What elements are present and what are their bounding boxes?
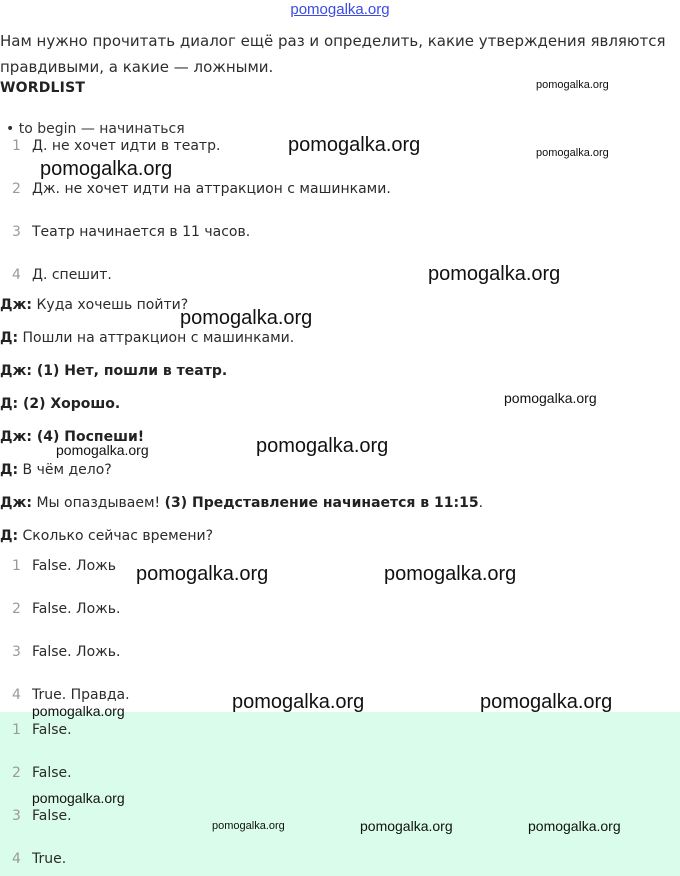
line-text-bold: (4) Поспеши! [32, 429, 145, 445]
watermark-text: pomogalka.org [536, 79, 609, 91]
item-number: 2 [12, 601, 21, 617]
item-number: 3 [12, 224, 21, 240]
item-number: 1 [12, 722, 21, 738]
line-text: Пошли на аттракцион с машинками. [18, 330, 295, 346]
speaker-colon: : [26, 429, 33, 445]
dialogue-line [0, 462, 112, 478]
speaker: Дж [0, 495, 27, 511]
dialogue-line [0, 528, 213, 544]
speaker: Дж [0, 363, 27, 379]
watermark-text: pomogalka.org [504, 390, 597, 406]
watermark-text: pomogalka.org [360, 818, 453, 834]
line-text: Куда хочешь пойти? [32, 297, 189, 313]
watermark-text: pomogalka.org [428, 263, 561, 285]
line-text: Сколько сейчас времени? [18, 528, 214, 544]
item-text: Д. спешит. [32, 267, 112, 283]
watermark-text: pomogalka.org [256, 435, 389, 457]
item-number: 2 [12, 765, 21, 781]
item-text: False. Ложь. [32, 644, 121, 660]
item-text: False. [32, 765, 72, 781]
item-number: 4 [12, 687, 21, 703]
dialogue-line [0, 363, 227, 379]
speaker: Д [0, 528, 13, 544]
speaker: Д [0, 330, 13, 346]
dialogue-line [0, 495, 483, 511]
item-text: False. [32, 808, 72, 824]
item-text: Дж. не хочет идти на аттракцион с машинками. [32, 181, 391, 197]
speaker-colon: : [12, 528, 19, 544]
dialogue-line [0, 297, 188, 313]
speaker: Д [0, 396, 13, 412]
watermark-text: pomogalka.org [40, 158, 173, 180]
watermark-text: pomogalka.org [528, 818, 621, 834]
item-text: True. [32, 851, 67, 867]
item-text: False. [32, 722, 72, 738]
item-number: 3 [12, 644, 21, 660]
wordlist-heading: WORDLIST [0, 80, 86, 96]
dialogue-line [0, 330, 294, 346]
speaker: Д [0, 462, 13, 478]
watermark-text: pomogalka.org [32, 790, 125, 806]
item-number: 1 [12, 138, 21, 154]
speaker: Дж [0, 429, 27, 445]
speaker-colon: : [12, 396, 19, 412]
watermark-text: pomogalka.org [288, 134, 421, 156]
speaker-colon: : [26, 363, 33, 379]
item-text: Д. не хочет идти в театр. [32, 138, 221, 154]
speaker-colon: : [26, 297, 33, 313]
item-text: True. Правда. [32, 687, 130, 703]
item-text: False. Ложь. [32, 601, 121, 617]
watermark-text: pomogalka.org [180, 307, 313, 329]
wordlist-item-clipped: • to begin — начинаться [6, 121, 185, 137]
watermark-text: pomogalka.org [536, 147, 609, 159]
item-text: Театр начинается в 11 часов. [32, 224, 251, 240]
item-number: 3 [12, 808, 21, 824]
watermark-text: pomogalka.org [480, 691, 613, 713]
item-number: 2 [12, 181, 21, 197]
line-text-bold: (2) Хорошо. [18, 396, 121, 412]
item-number: 4 [12, 851, 21, 867]
intro-paragraph: Нам нужно прочитать диалог ещё раз и определить, какие утверждения являются правдивыми, а какие — ложными. [0, 32, 666, 76]
line-text: В чём дело? [18, 462, 112, 478]
line-text-tail: . [478, 495, 484, 511]
item-number: 1 [12, 558, 21, 574]
speaker-colon: : [12, 330, 19, 346]
watermark-text: pomogalka.org [384, 563, 517, 585]
item-text: False. Ложь [32, 558, 116, 574]
line-text-bold: (1) Нет, пошли в театр. [32, 363, 228, 379]
dialogue-line [0, 396, 120, 412]
site-header-link[interactable]: pomogalka.org [290, 1, 390, 18]
watermark-text: pomogalka.org [32, 703, 125, 719]
item-number: 4 [12, 267, 21, 283]
watermark-text: pomogalka.org [56, 442, 149, 458]
line-text: Мы опаздываем! [32, 495, 165, 511]
watermark-text: pomogalka.org [136, 563, 269, 585]
speaker: Дж [0, 297, 27, 313]
speaker-colon: : [26, 495, 33, 511]
watermark-text: pomogalka.org [212, 820, 285, 832]
line-text-bold: (3) Представление начинается в 11:15 [164, 495, 479, 511]
speaker-colon: : [12, 462, 19, 478]
watermark-text: pomogalka.org [232, 691, 365, 713]
